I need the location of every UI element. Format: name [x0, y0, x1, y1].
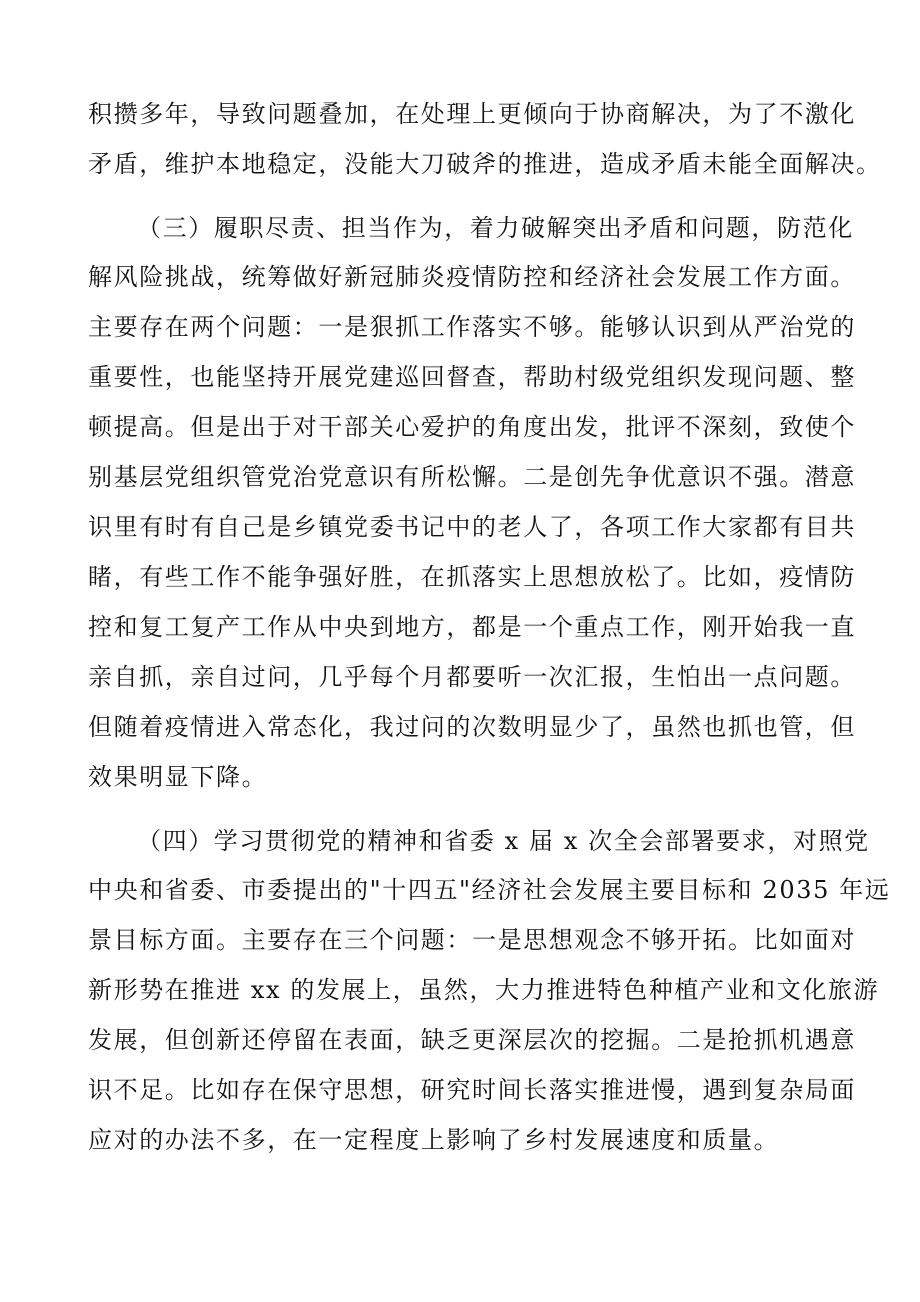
section-four-heading-line: （四）学习贯彻党的精神和省委 x 届 x 次全会部署要求，对照党 [137, 827, 870, 855]
text-line: 矛盾，维护本地稳定，没能大刀破斧的推进，造成矛盾未能全面解决。 [88, 150, 882, 178]
text-line: 顿提高。但是出于对干部关心爱护的角度出发，批评不深刻，致使个 [88, 413, 856, 441]
text-line: 识里有时有自己是乡镇党委书记中的老人了，各项工作大家都有目共 [88, 513, 856, 541]
text-line: 中央和省委、市委提出的"十四五"经济社会发展主要目标和 2035 年远 [88, 876, 891, 904]
text-line: 重要性，也能坚持开展党建巡回督查，帮助村级党组织发现问题、整 [88, 363, 856, 391]
text-line: 发展，但创新还停留在表面，缺乏更深层次的挖掘。二是抢抓机遇意 [88, 1026, 856, 1054]
text-line: 景目标方面。主要存在三个问题：一是思想观念不够开拓。比如面对 [88, 926, 856, 954]
text-line: 别基层党组织管党治党意识有所松懈。二是创先争优意识不强。潜意 [88, 463, 856, 491]
text-line: 解风险挑战，统筹做好新冠肺炎疫情防控和经济社会发展工作方面。 [88, 263, 856, 291]
text-line: 新形势在推进 xx 的发展上，虽然，大力推进特色种植产业和文化旅游 [88, 976, 880, 1004]
text-line: 但随着疫情进入常态化，我过问的次数明显少了，虽然也抓也管，但 [88, 713, 856, 741]
text-line: 控和复工复产工作从中央到地方，都是一个重点工作，刚开始我一直 [88, 613, 856, 641]
text-line: 识不足。比如存在保守思想，研究时间长落实推进慢，遇到复杂局面 [88, 1076, 856, 1104]
text-line: 积攒多年，导致问题叠加，在处理上更倾向于协商解决，为了不激化 [88, 100, 856, 128]
section-three-heading-line: （三）履职尽责、担当作为，着力破解突出矛盾和问题，防范化 [137, 214, 854, 242]
text-line: 应对的办法不多，在一定程度上影响了乡村发展速度和质量。 [88, 1126, 780, 1154]
text-line: 睹，有些工作不能争强好胜，在抓落实上思想放松了。比如，疫情防 [88, 563, 856, 591]
text-line: 亲自抓，亲自过问，几乎每个月都要听一次汇报，生怕出一点问题。 [88, 663, 856, 691]
text-line: 效果明显下降。 [88, 763, 268, 791]
text-line: 主要存在两个问题：一是狠抓工作落实不够。能够认识到从严治党的 [88, 313, 856, 341]
